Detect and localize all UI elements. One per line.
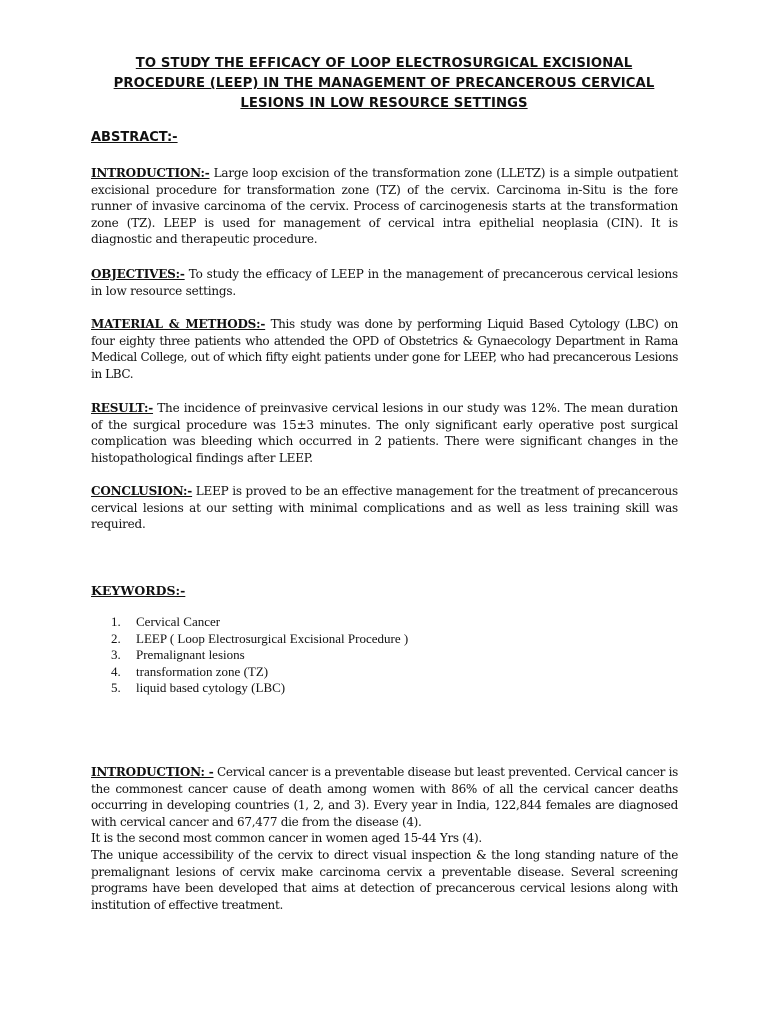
conclusion-text: LEEP is proved to be an effective management for the treatment of precancerous cervical lesions at our setting with minimal complications and as well as less training skill was required. [91,484,678,532]
keywords-list [111,614,408,697]
introduction-text: Large loop excision of the transformation zone (LLETZ) is a simple outpatient excisional procedure for transformation zone (TZ) of the cervix. Carcinoma in-Situ is the fore runner of invasive carcinoma of the cervix. Process of carcinogenesis starts at the transformation zone (TZ). LEEP is used for management of cervical intra epithelial neoplasia (CIN). It is diagnostic and therapeutic procedure. [91,166,678,247]
intro-paragraph-1 [91,764,678,830]
title-line-3: LESIONS IN LOW RESOURCE SETTINGS [240,96,528,111]
abstract-conclusion [91,483,678,533]
keyword-number: 2. [111,630,121,646]
keyword-text: transformation zone (TZ) [136,663,269,679]
paper-title [80,54,688,114]
keyword-item [111,680,408,697]
keyword-number: 5. [111,680,121,696]
keywords-heading: KEYWORDS:- [91,583,186,598]
conclusion-label: CONCLUSION:- [91,484,193,498]
abstract-objectives [91,266,678,299]
title-line-1: TO STUDY THE EFFICACY OF LOOP ELECTROSURGICAL EXCISIONAL [135,56,633,71]
keyword-item [111,664,408,681]
intro-paragraph-2: It is the second most common cancer in women aged 15-44 Yrs (4). [91,831,482,846]
keyword-item [111,614,408,631]
intro-text-1: Cervical cancer is a preventable disease but least prevented. Cervical cancer is the commonest cancer cause of death among women with 86% of all the cervical cancer deaths occurring in developing countries (1, 2, and 3). Every year in India, 122,844 females are diagnosed with cervical cancer and 67,477 die from the disease (4). [91,765,678,829]
intro-label: INTRODUCTION: - [91,765,214,779]
abstract-methods [91,316,678,382]
introduction-label: INTRODUCTION:- [91,166,210,180]
keyword-item [111,647,408,664]
methods-label: MATERIAL & METHODS:- [91,317,266,331]
keyword-text: Cervical Cancer [136,614,221,629]
keyword-text: LEEP ( Loop Electrosurgical Excisional Procedure ) [136,630,409,646]
result-label: RESULT:- [91,401,154,415]
keyword-text: liquid based cytology (LBC) [136,680,286,696]
keyword-number: 4. [111,663,121,679]
methods-text: This study was done by performing Liquid Based Cytology (LBC) on four eighty three patients who attended the OPD of Obstetrics & Gynaecology Department in Rama Medical College, out of which fifty eight patients under gone for LEEP, who had precancerous Lesions in LBC. [91,317,678,381]
intro-paragraph-3: The unique accessibility of the cervix to direct visual inspection & the long standing nature of the premalignant lesions of cervix make carcinoma cervix a preventable disease. Several screening programs have been developed that aims at detection of precancerous cervical lesions along with institution of effective treatment. [91,847,678,912]
result-text: The incidence of preinvasive cervical lesions in our study was 12%. The mean duration of the surgical procedure was 15±3 minutes. The only significant early operative post surgical complication was bleeding which occurred in 2 patients. There were significant changes in the histopathological findings after LEEP. [91,401,678,465]
abstract-introduction [91,165,678,248]
keyword-item [111,631,408,648]
keyword-number: 3. [111,647,121,663]
objectives-text: To study the efficacy of LEEP in the management of precancerous cervical lesions in low resource settings. [91,267,678,298]
objectives-label: OBJECTIVES:- [91,267,185,281]
title-line-2: PROCEDURE (LEEP) IN THE MANAGEMENT OF PRECANCEROUS CERVICAL [113,76,655,91]
keyword-text: Premalignant lesions [136,647,245,663]
introduction-section [91,764,678,913]
abstract-heading: ABSTRACT:- [91,130,178,145]
keyword-number: 1. [111,614,121,629]
abstract-result [91,400,678,466]
